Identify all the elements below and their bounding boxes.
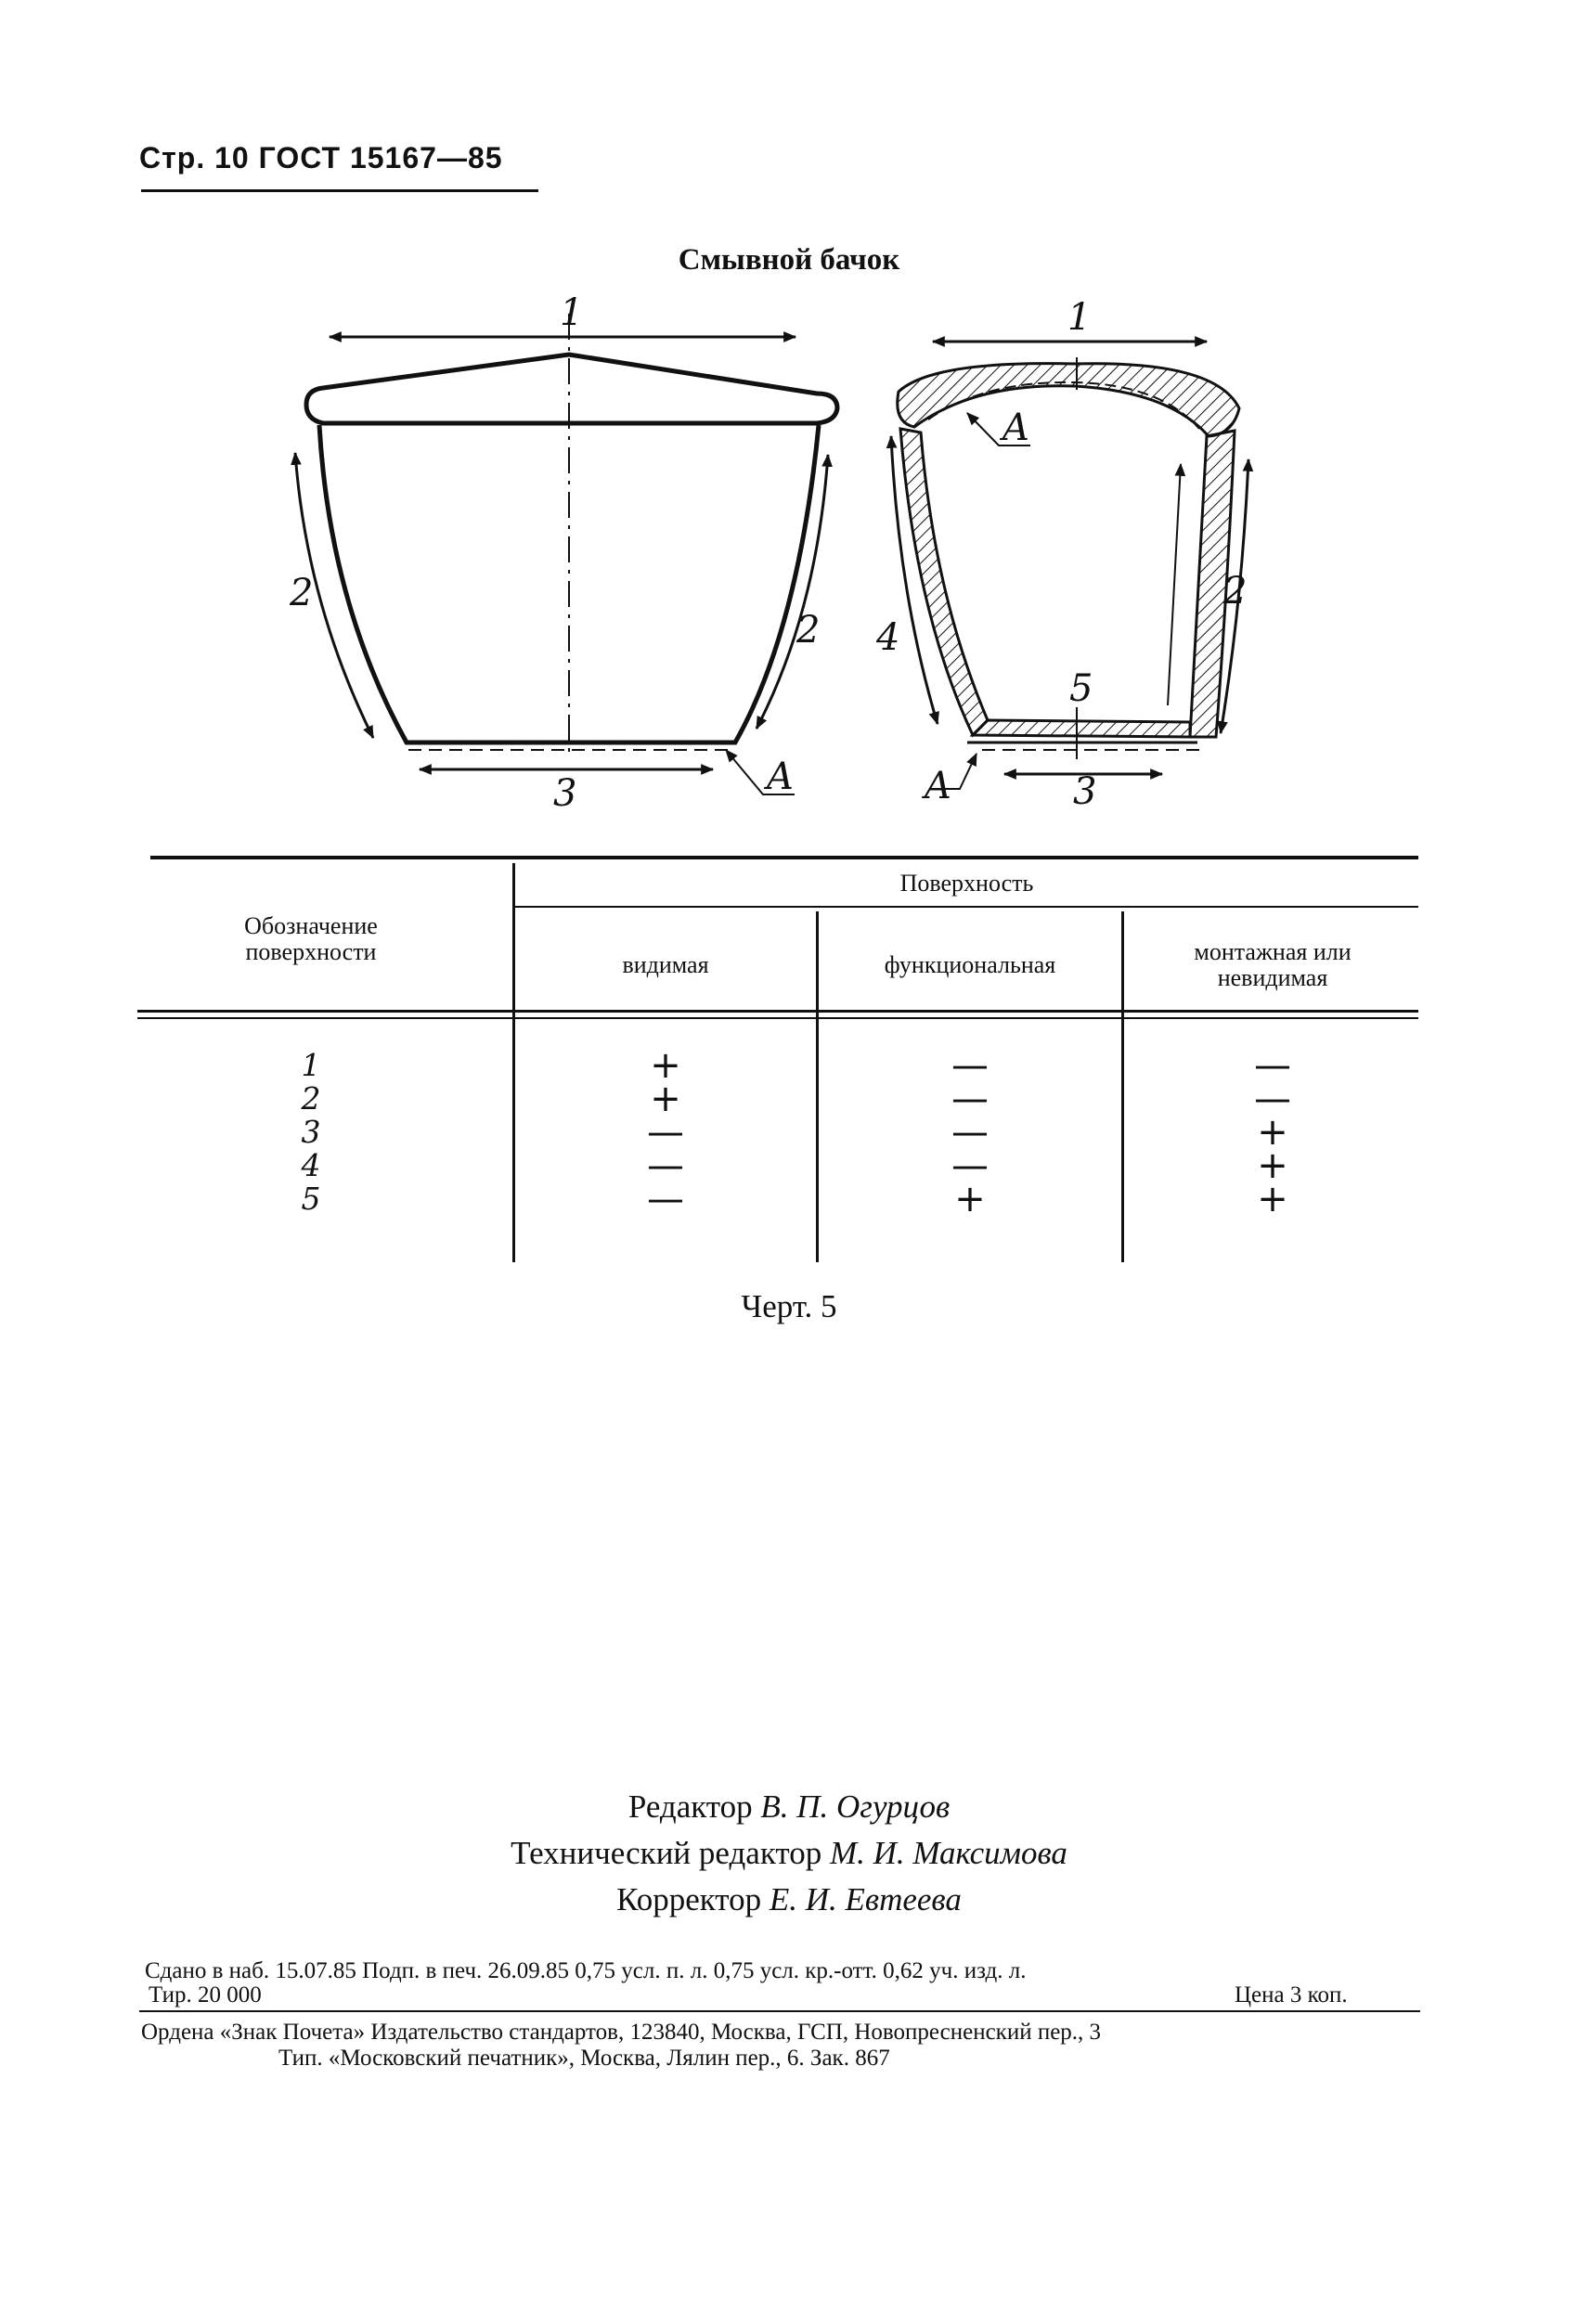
imprint-price: Цена 3 коп. [1235, 1982, 1348, 2008]
label-3-section: 3 [1073, 770, 1097, 813]
tech-editor-name: М. И. Максимова [829, 1835, 1067, 1871]
col-designation-header: Обозначение поверхности [244, 912, 378, 965]
col-mounting-header: монтажная или невидимая [1194, 938, 1352, 991]
cell-visible: — [647, 1111, 684, 1154]
label-a-bottom: A [925, 765, 951, 807]
section-view [891, 342, 1248, 789]
figure-title: Смывной бачок [678, 243, 900, 277]
cell-mounting: — [1254, 1044, 1291, 1087]
header-bottom-rule [137, 1010, 1418, 1013]
cell-functional: — [951, 1044, 989, 1087]
cell-functional: + [954, 1178, 986, 1220]
corrector-role: Корректор [616, 1881, 762, 1917]
label-2-section: 2 [1223, 570, 1248, 613]
label-1-right: 1 [1067, 296, 1092, 339]
editor-role: Редактор [627, 1788, 753, 1825]
label-a-inner: A [1002, 407, 1029, 449]
label-4-section: 4 [876, 616, 900, 659]
label-2-right: 2 [796, 609, 821, 652]
imprint-print-run: Тир. 20 000 [149, 1982, 262, 2008]
table-top-rule [150, 856, 1418, 859]
cell-functional: — [951, 1078, 989, 1120]
label-2-left: 2 [290, 572, 314, 614]
row-id: 2 [301, 1080, 321, 1117]
col-functional-header: функциональная [884, 951, 1056, 978]
row-id: 5 [301, 1181, 321, 1217]
cell-visible: + [650, 1044, 681, 1087]
group-header-rule [515, 906, 1418, 908]
table-row [0, 1111, 1578, 1154]
row-id: 1 [301, 1047, 321, 1083]
label-5-section: 5 [1069, 667, 1093, 710]
editor-name: В. П. Огурцов [760, 1788, 951, 1825]
row-id: 3 [301, 1114, 321, 1150]
label-1-left: 1 [560, 291, 584, 334]
table-row [0, 1144, 1578, 1187]
table-row [0, 1078, 1578, 1120]
page-reference: Стр. 10 ГОСТ 15167—85 [139, 141, 503, 174]
cistern-drawing [0, 288, 1578, 826]
cell-functional: — [951, 1144, 989, 1187]
label-3-left: 3 [553, 772, 577, 815]
cell-mounting: + [1257, 1178, 1288, 1220]
credits [0, 1784, 1578, 1923]
imprint-line-4: Тип. «Московский печатник», Москва, Лялин пер., 6. Зак. 867 [278, 2046, 890, 2071]
imprint-line-3: Ордена «Знак Почета» Издательство стандартов, 123840, Москва, ГСП, Новопресненский пер., 3 [141, 2020, 1102, 2045]
imprint-line-1: Сдано в наб. 15.07.85 Подп. в печ. 26.09.85 0,75 усл. п. л. 0,75 усл. кр.-отт. 0,62 уч. изд. л. [145, 1958, 1027, 1983]
imprint-rule [139, 2010, 1420, 2012]
cell-visible: + [650, 1078, 681, 1120]
row-id: 4 [301, 1147, 321, 1183]
credit-corrector [0, 1877, 1578, 1923]
label-a-left: A [767, 755, 794, 798]
tech-editor-role: Технический редактор [511, 1835, 822, 1871]
figure-caption: Черт. 5 [741, 1288, 837, 1324]
table-row [0, 1178, 1578, 1220]
cell-visible: — [647, 1178, 684, 1220]
col-visible-header: видимая [622, 951, 709, 978]
header-underline [141, 189, 538, 192]
corrector-name: Е. И. Евтеева [769, 1881, 962, 1917]
header-bottom-rule-2 [137, 1017, 1418, 1019]
credit-tech-editor [0, 1830, 1578, 1877]
cell-mounting: + [1257, 1111, 1288, 1154]
credit-editor [0, 1784, 1578, 1830]
cell-mounting: — [1254, 1078, 1291, 1120]
cell-functional: — [951, 1111, 989, 1154]
table-row [0, 1044, 1578, 1087]
exterior-view [295, 314, 837, 794]
cell-mounting: + [1257, 1144, 1288, 1187]
cell-visible: — [647, 1144, 684, 1187]
surface-group-header: Поверхность [899, 870, 1034, 897]
